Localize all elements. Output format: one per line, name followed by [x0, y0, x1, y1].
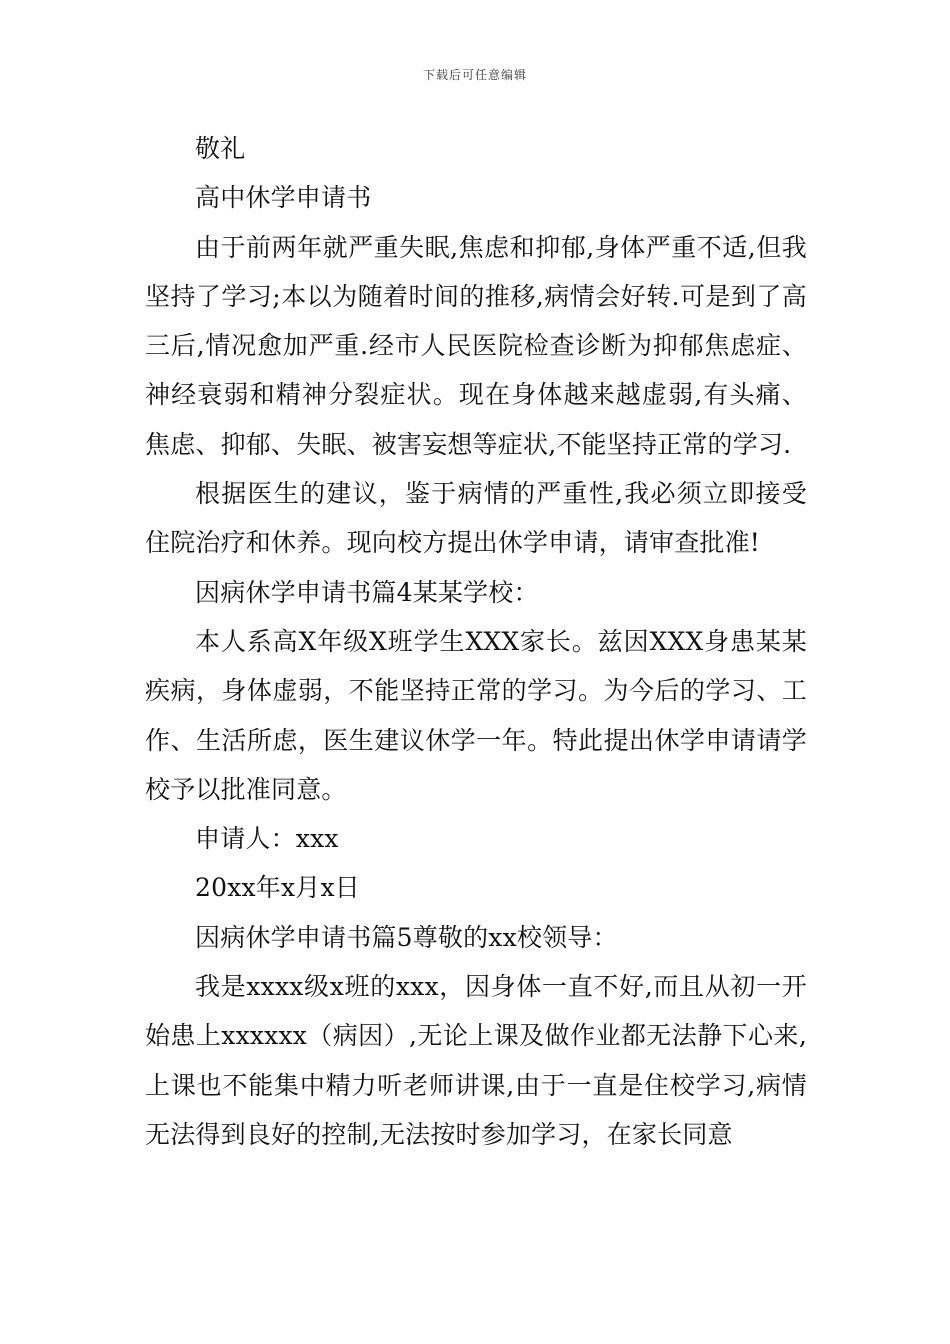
paragraph-body: 由于前两年就严重失眠,焦虑和抑郁,身体严重不适,但我坚持了学习;本以为随着时间的推移,病情会好转.可是到了高三后,情况愈加严重.经市人民医院检查诊断为抑郁焦虑症、神经衰弱和精神分裂症状。现在身体越来越虚弱,有头痛、焦虑、抑郁、失眠、被害妄想等症状,不能坚持正常的学习.: [145, 232, 807, 459]
document-body: [145, 124, 807, 1159]
paragraph-applicant: 申请人：xxx: [195, 824, 339, 854]
paragraph-date: 20xx年x月x日: [195, 873, 361, 903]
page-header: 下载后可任意编辑: [422, 68, 527, 82]
paragraph-closing: 敬礼: [195, 134, 246, 163]
paragraph-title: 高中休学申请书: [195, 183, 372, 213]
paragraph-heading: 因病休学申请书篇5尊敬的xx校领导：: [195, 922, 618, 952]
paragraph-body: 我是xxxx级x班的xxx，因身体一直不好,而且从初一开始患上xxxxxx（病因）,无论上课及做作业都无法静下心来,上课也不能集中精力听老师讲课,由于一直是住校学习,病情无法得到良好的控制,无法按时参加学习，在家长同意: [145, 972, 807, 1149]
paragraph-body: 本人系高X年级X班学生XXX家长。兹因XXX身患某某疾病，身体虚弱，不能坚持正常的学习。为今后的学习、工作、生活所虑，医生建议休学一年。特此提出休学申请请学校予以批准同意。: [145, 626, 807, 804]
paragraph-body: 根据医生的建议，鉴于病情的严重性,我必须立即接受住院治疗和休养。现向校方提出休学申请，请审查批准!: [145, 479, 807, 558]
paragraph-heading: 因病休学申请书篇4某某学校：: [195, 577, 539, 607]
